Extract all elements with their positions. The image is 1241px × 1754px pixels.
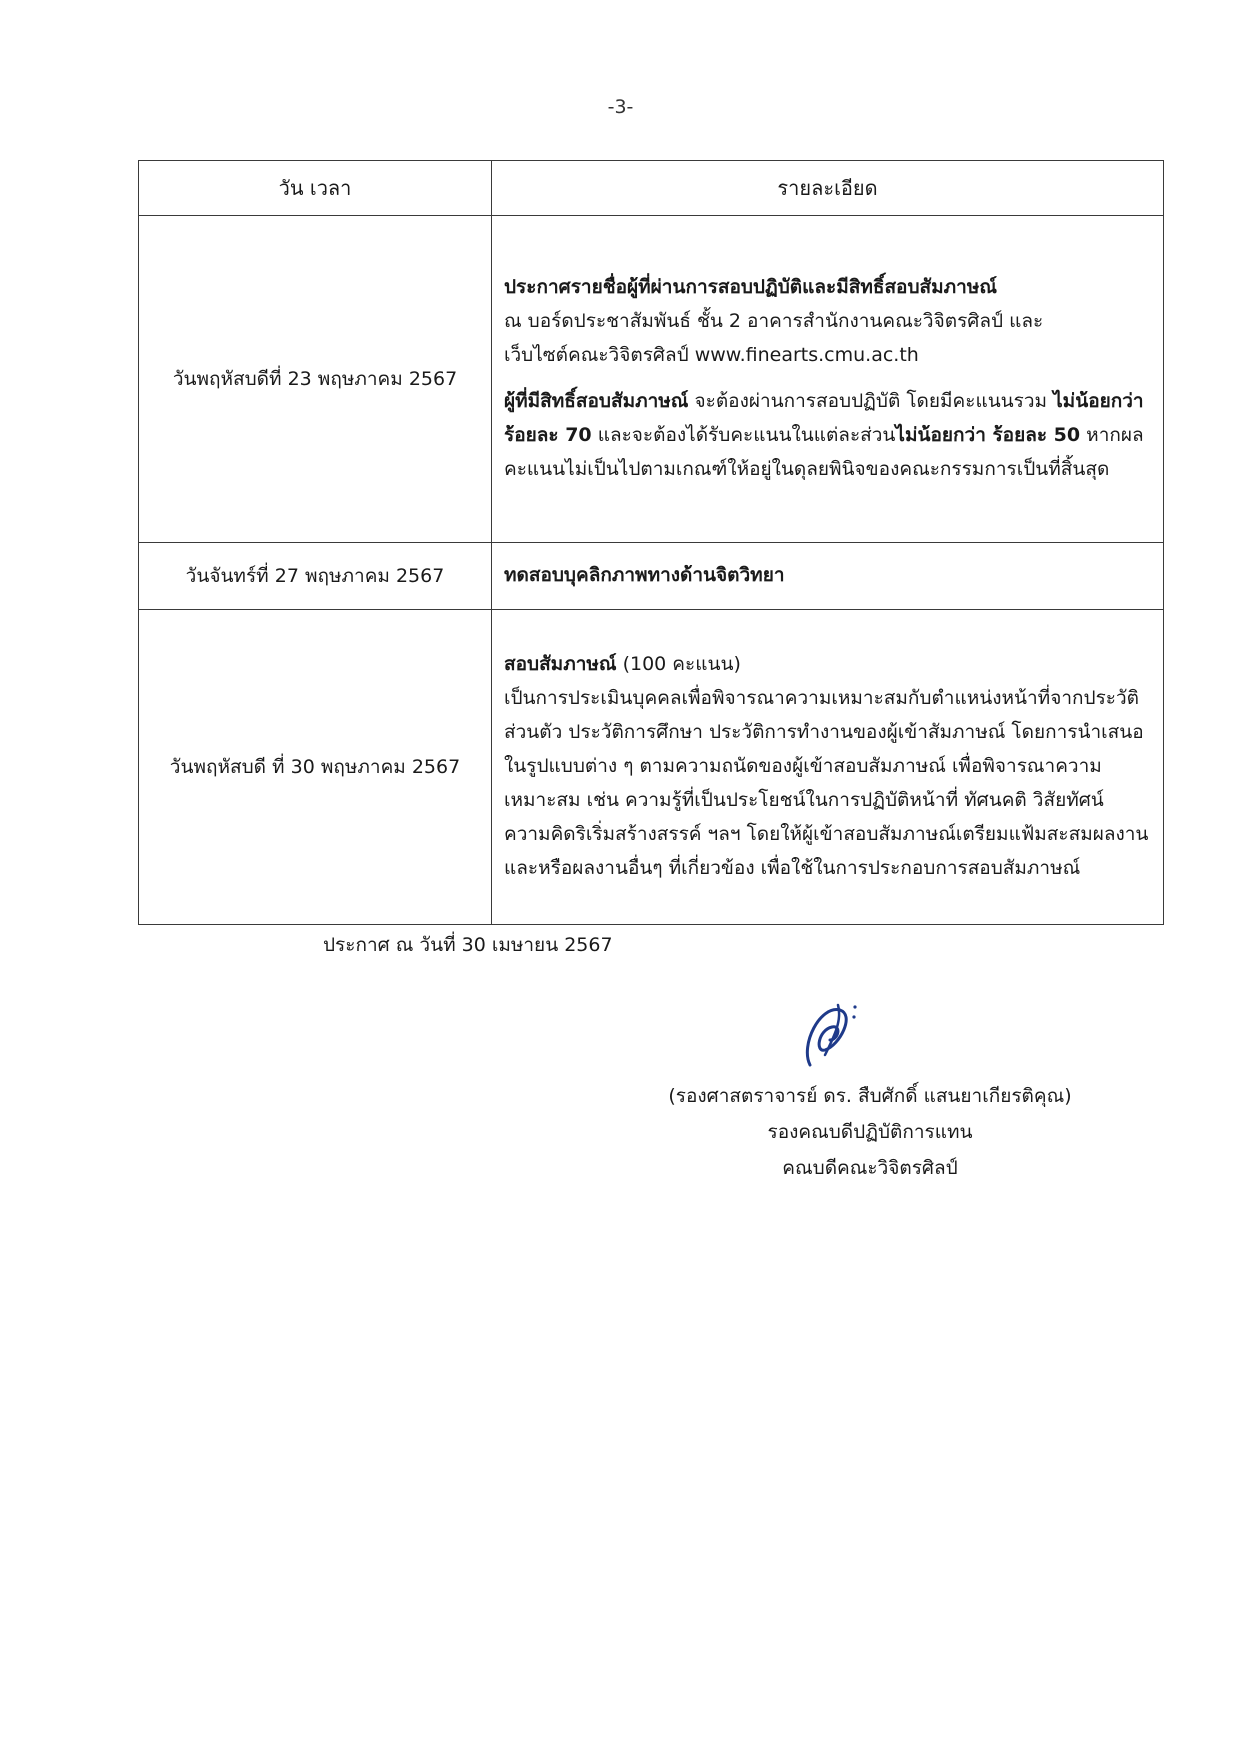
date-cell: วันพฤหัสบดี ที่ 30 พฤษภาคม 2567	[139, 610, 492, 925]
signatory-name: (รองศาสตราจารย์ ดร. สืบศักดิ์ แสนยาเกียรติคุณ)	[668, 1085, 1072, 1107]
signatory-position: คณบดีคณะวิจิตรศิลป์	[782, 1157, 958, 1179]
detail-title-suffix: (100 คะแนน)	[616, 653, 741, 675]
bold-text: ไม่น้อยกว่า ร้อยละ 70	[504, 390, 1144, 446]
table-row	[139, 610, 1164, 925]
text: จะต้องผ่านการสอบปฏิบัติ โดยมีคะแนนรวม	[688, 390, 1054, 412]
schedule-table	[138, 160, 1164, 925]
signatory-position: รองคณบดีปฏิบัติการแทน	[767, 1121, 973, 1143]
bold-text: ไม่น้อยกว่า ร้อยละ 50	[895, 424, 1081, 446]
signature-block	[640, 1078, 1100, 1186]
table-row	[139, 543, 1164, 610]
detail-line: เว็บไซต์คณะวิจิตรศิลป์ www.finearts.cmu.ac.th	[504, 344, 919, 366]
text: และจะต้องได้รับคะแนนในแต่ละส่วน	[591, 424, 896, 446]
table-header-row	[139, 161, 1164, 216]
signature-image	[780, 985, 880, 1085]
date-cell: วันจันทร์ที่ 27 พฤษภาคม 2567	[139, 543, 492, 610]
detail-body: เป็นการประเมินบุคคลเพื่อพิจารณาความเหมาะสมกับตำแหน่งหน้าที่จากประวัติส่วนตัว ประวัติการศึกษา ประวัติการทำงานของผู้เข้าสัมภาษณ์ โดยการนำเสนอในรูปแบบต่าง ๆ ตามความถนัดของผู้เข้าสอบสัมภาษณ์ เพื่อพิจารณาความเหมาะสม เช่น ความรู้ที่เป็นประโยชน์ในการปฏิบัติหน้าที่ ทัศนคติ วิสัยทัศน์ ความคิดริเริ่มสร้างสรรค์ ฯลฯ โดยให้ผู้เข้าสอบสัมภาษณ์เตรียมแฟ้มสะสมผลงาน และหรือผลงานอื่นๆ ที่เกี่ยวข้อง เพื่อใช้ในการประกอบการสอบสัมภาษณ์	[504, 687, 1149, 879]
detail-cell	[492, 543, 1164, 610]
detail-cell	[492, 216, 1164, 543]
page-number: -3-	[607, 96, 634, 118]
detail-line: ณ บอร์ดประชาสัมพันธ์ ชั้น 2 อาคารสำนักงานคณะวิจิตรศิลป์ และ	[504, 310, 1044, 332]
detail-title-line	[504, 647, 1151, 681]
detail-title: ประกาศรายชื่อผู้ที่ผ่านการสอบปฏิบัติและมีสิทธิ์สอบสัมภาษณ์	[504, 276, 997, 298]
date-cell: วันพฤหัสบดีที่ 23 พฤษภาคม 2567	[139, 216, 492, 543]
detail-cell	[492, 610, 1164, 925]
header-date: วัน เวลา	[139, 161, 492, 216]
detail-title: ทดสอบบุคลิกภาพทางด้านจิตวิทยา	[504, 564, 785, 586]
header-detail: รายละเอียด	[492, 161, 1164, 216]
eligibility-paragraph	[504, 384, 1151, 486]
bold-text: ผู้ที่มีสิทธิ์สอบสัมภาษณ์	[504, 390, 689, 412]
text: หากผลคะแนนไม่เป็นไปตามเกณฑ์ให้อยู่ในดุลยพินิจของคณะกรรมการเป็นที่สิ้นสุด	[504, 424, 1144, 480]
announcement-date: ประกาศ ณ วันที่ 30 เมษายน 2567	[323, 934, 613, 956]
table-row	[139, 216, 1164, 543]
detail-title: สอบสัมภาษณ์	[504, 653, 617, 675]
